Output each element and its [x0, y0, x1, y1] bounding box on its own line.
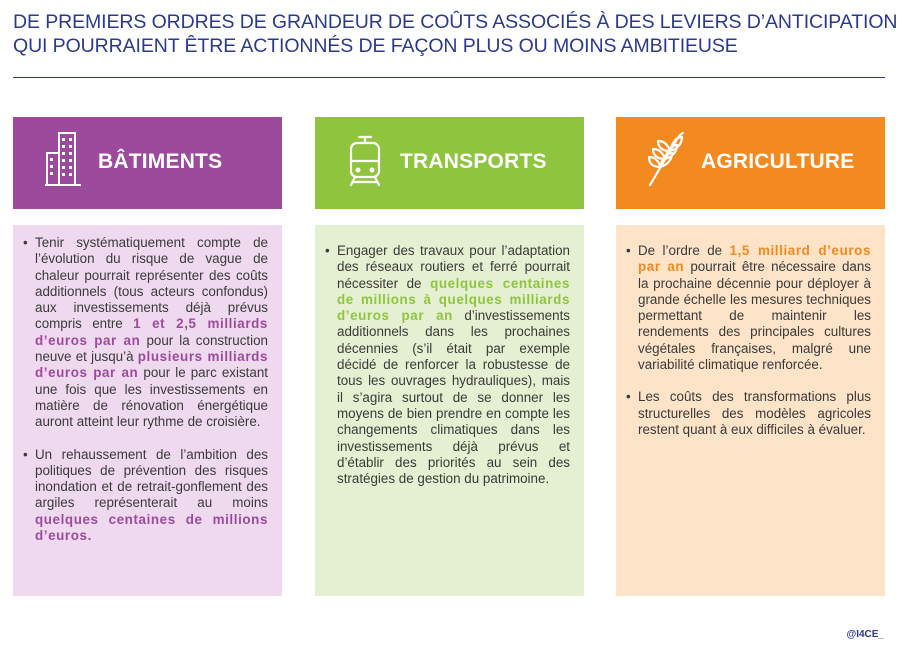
bullet: •	[626, 243, 631, 258]
text: Tenir systématiquement compte de l’évolution du risque de vague de chaleur pourrait représenter des coûts additionnels (tous acteurs confondus) aux investissements déjà prévus compris entre	[35, 235, 268, 332]
header-transports	[315, 117, 584, 209]
credit-handle: @I4CE_	[846, 629, 884, 640]
title-line-2: QUI POURRAIENT ÊTRE ACTIONNÉS DE FAÇON PLUS OU MOINS AMBITIEUSE	[13, 35, 738, 57]
list-item	[23, 447, 268, 545]
highlight-amount: quelques centaines de millions d’euros.	[35, 511, 268, 544]
tram-icon	[345, 129, 385, 189]
text: pour le parc existant une fois que les investissements en matière de rénovation énergétique auront atteint leur rythme de croisière.	[35, 365, 268, 430]
column-batiments	[13, 117, 282, 596]
text: Engager des travaux pour l’adaptation des réseaux routiers et ferré pourrait nécessiter de	[337, 243, 570, 291]
wheat-icon	[646, 129, 686, 189]
header-agriculture	[616, 117, 885, 209]
bullet: •	[325, 243, 330, 258]
text: De l’ordre de	[638, 243, 730, 258]
list-item	[23, 235, 268, 431]
list-item	[325, 243, 570, 487]
highlight-amount: 1 et 2,5 milliards d’euros par an	[35, 316, 268, 348]
label-transports: TRANSPORTS	[400, 150, 547, 173]
text: d’investissements additionnels dans les prochaines décennies (s’il était par exemple décidé de renforcer la robustesse de tous les ouvrages hydrauliques), mais il s’agira surtout de se donner les moyens de bien prendre en compte les changements climatiques dans les investissements déjà prévus et d’établir des priorités au sein des stratégies de gestion du patrimoine.	[337, 308, 570, 487]
highlight-amount: plusieurs milliards d’euros par an	[35, 349, 268, 381]
building-icon	[43, 129, 83, 189]
title-line-1: DE PREMIERS ORDRES DE GRANDEUR DE COÛTS ASSOCIÉS À DES LEVIERS D’ANTICIPATION	[13, 11, 898, 33]
bullet: •	[23, 235, 28, 250]
label-batiments: BÂTIMENTS	[98, 150, 223, 173]
bullet: •	[626, 389, 631, 405]
list-item	[626, 243, 871, 373]
text: pourrait être nécessaire dans la prochaine décennie pour déployer à grande échelle les mesures techniques permettant de maintenir les rendements des principales cultures végétales françaises, malgré une variabilité climatique renforcée.	[638, 259, 871, 373]
highlight-amount: 1,5 milliard d’euros par an	[638, 243, 872, 275]
body-batiments	[13, 225, 282, 596]
list-item	[626, 389, 871, 438]
bullet: •	[23, 446, 28, 462]
page-title	[13, 10, 898, 58]
label-agriculture: AGRICULTURE	[701, 150, 855, 173]
header-batiments	[13, 117, 282, 209]
text: Un rehaussement de l’ambition des politiques de prévention des risques inondation et de retrait-gonflement des argiles représenterait au moins	[35, 446, 268, 511]
text: pour la construction neuve et jusqu’à	[35, 332, 268, 365]
column-transports	[315, 117, 584, 596]
text: Les coûts des transformations plus structurelles des modèles agricoles restent quant à eux difficiles à évaluer.	[638, 389, 871, 437]
highlight-amount: quelques centaines de millions à quelques milliards d’euros par an	[337, 275, 570, 324]
body-agriculture	[616, 225, 885, 596]
column-agriculture	[616, 117, 885, 596]
body-transports	[315, 225, 584, 596]
title-divider	[13, 77, 885, 78]
